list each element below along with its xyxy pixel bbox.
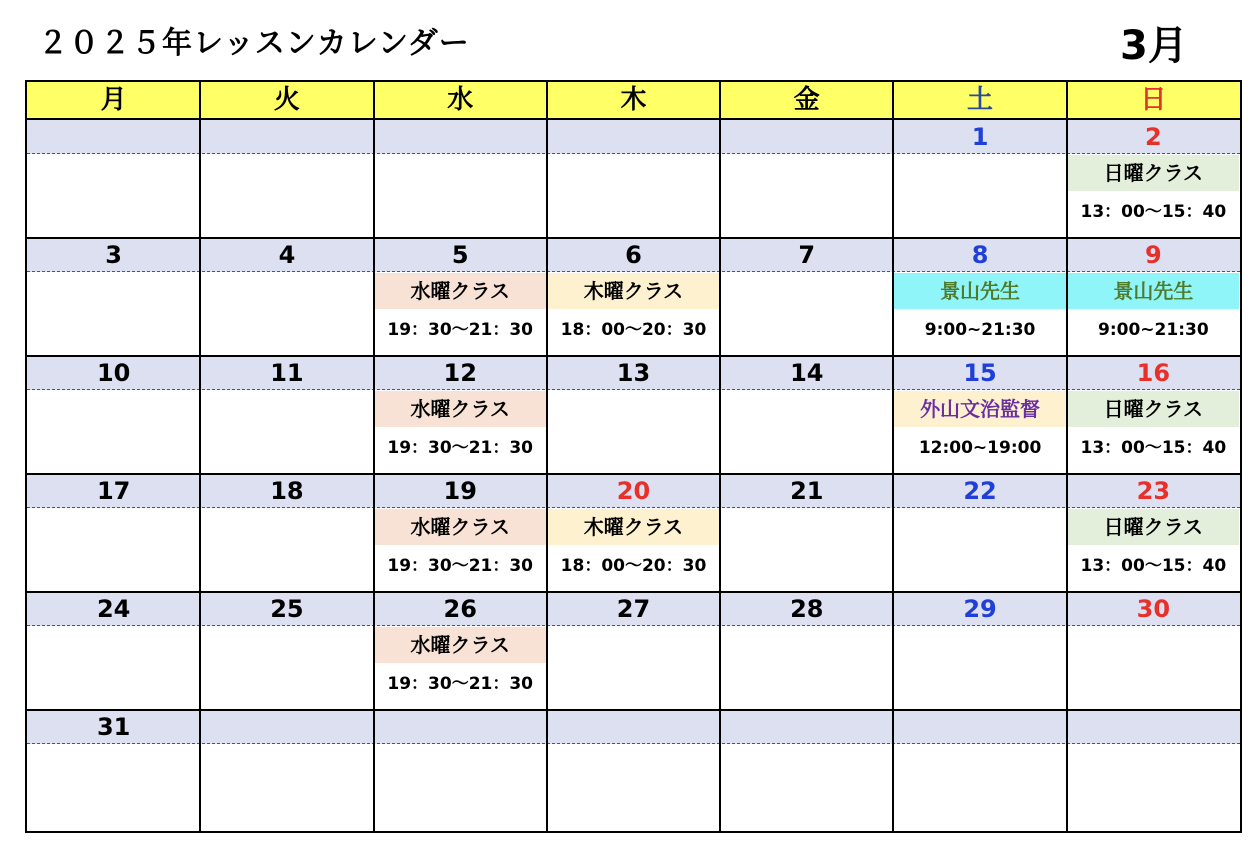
event-time: 19：30〜21：30 <box>387 438 534 458</box>
day-number <box>1067 710 1240 744</box>
weekday-header: 木 <box>620 85 647 115</box>
day-number: 21 <box>790 477 824 505</box>
event-time: 13：00〜15：40 <box>1080 556 1227 576</box>
weekday-header: 月 <box>100 85 127 115</box>
event-time: 19：30〜21：30 <box>387 674 534 694</box>
day-number: 27 <box>616 595 651 623</box>
day-number: 11 <box>270 359 304 387</box>
week-divider <box>27 237 1240 239</box>
day-number: 17 <box>96 477 131 505</box>
day-number: 29 <box>963 595 997 623</box>
day-number <box>27 120 200 154</box>
day-number: 28 <box>790 595 824 623</box>
day-number: 12 <box>443 359 477 387</box>
day-number: 30 <box>1136 595 1171 623</box>
weekday-header: 日 <box>1140 85 1167 115</box>
day-number: 2 <box>1144 123 1162 151</box>
day-number: 5 <box>451 241 469 269</box>
day-number: 1 <box>971 123 989 151</box>
event-label: 日曜クラス <box>1068 509 1239 545</box>
weekday-header: 火 <box>273 85 300 115</box>
day-number: 7 <box>798 241 816 269</box>
week-row <box>27 474 1240 592</box>
day-number: 19 <box>443 477 477 505</box>
day-number: 14 <box>790 359 824 387</box>
calendar-title: ２０２５年レッスンカレンダー <box>38 26 470 61</box>
column-divider <box>892 82 894 831</box>
day-number: 18 <box>270 477 304 505</box>
day-number <box>374 120 547 154</box>
event-time: 19：30〜21：30 <box>387 556 534 576</box>
week-row <box>27 238 1240 356</box>
day-number: 6 <box>625 241 642 269</box>
week-divider <box>27 473 1240 475</box>
event-label: 水曜クラス <box>375 627 546 663</box>
event-label: 木曜クラス <box>548 273 719 309</box>
event-label: 日曜クラス <box>1068 155 1239 191</box>
column-divider <box>546 82 548 831</box>
weekday-header: 土 <box>967 85 994 115</box>
day-number: 3 <box>105 241 122 269</box>
event-label: 景山先生 <box>1068 273 1239 309</box>
event-label: 水曜クラス <box>375 391 546 427</box>
week-row <box>27 356 1240 474</box>
day-number: 23 <box>1136 477 1171 505</box>
week-row <box>27 120 1240 238</box>
week-row <box>27 592 1240 710</box>
event-label: 水曜クラス <box>375 273 546 309</box>
calendar-grid <box>25 80 1242 833</box>
day-number <box>547 120 720 154</box>
day-number: 13 <box>616 359 651 387</box>
day-number <box>720 710 893 744</box>
event-time: 13：00〜15：40 <box>1080 438 1227 458</box>
day-number <box>374 710 547 744</box>
day-number: 26 <box>443 595 477 623</box>
column-divider <box>199 82 201 831</box>
day-number <box>720 120 893 154</box>
column-divider <box>373 82 375 831</box>
weekday-header: 金 <box>793 85 820 115</box>
event-time: 19：30〜21：30 <box>387 320 534 340</box>
event-label: 外山文治監督 <box>894 391 1065 427</box>
day-number: 10 <box>96 359 131 387</box>
day-number <box>200 120 373 154</box>
day-number <box>547 710 720 744</box>
event-time: 12:00~19:00 <box>918 438 1042 458</box>
day-number: 20 <box>616 477 651 505</box>
week-divider <box>27 709 1240 711</box>
day-number: 4 <box>278 241 296 269</box>
day-number: 31 <box>96 713 131 741</box>
column-divider <box>719 82 721 831</box>
event-time: 13：00〜15：40 <box>1080 202 1227 222</box>
day-number: 9 <box>1144 241 1162 269</box>
day-number: 8 <box>971 241 989 269</box>
event-time: 18：00〜20：30 <box>560 320 707 340</box>
event-label: 水曜クラス <box>375 509 546 545</box>
event-time: 18：00〜20：30 <box>560 556 707 576</box>
day-number: 22 <box>963 477 997 505</box>
day-number: 15 <box>963 359 997 387</box>
week-row <box>27 710 1240 828</box>
event-label: 木曜クラス <box>548 509 719 545</box>
day-number: 24 <box>96 595 131 623</box>
weekday-header-row <box>27 82 1240 120</box>
event-label: 日曜クラス <box>1068 391 1239 427</box>
weekday-header: 水 <box>447 85 474 115</box>
day-number <box>893 710 1066 744</box>
week-divider <box>27 591 1240 593</box>
column-divider <box>1066 82 1068 831</box>
event-label: 景山先生 <box>894 273 1065 309</box>
event-time: 9:00~21:30 <box>924 320 1036 340</box>
day-number: 25 <box>270 595 304 623</box>
day-number <box>200 710 373 744</box>
month-label: 3月 <box>1120 23 1188 69</box>
day-number: 16 <box>1136 359 1171 387</box>
event-time: 9:00~21:30 <box>1098 320 1209 340</box>
week-divider <box>27 355 1240 357</box>
